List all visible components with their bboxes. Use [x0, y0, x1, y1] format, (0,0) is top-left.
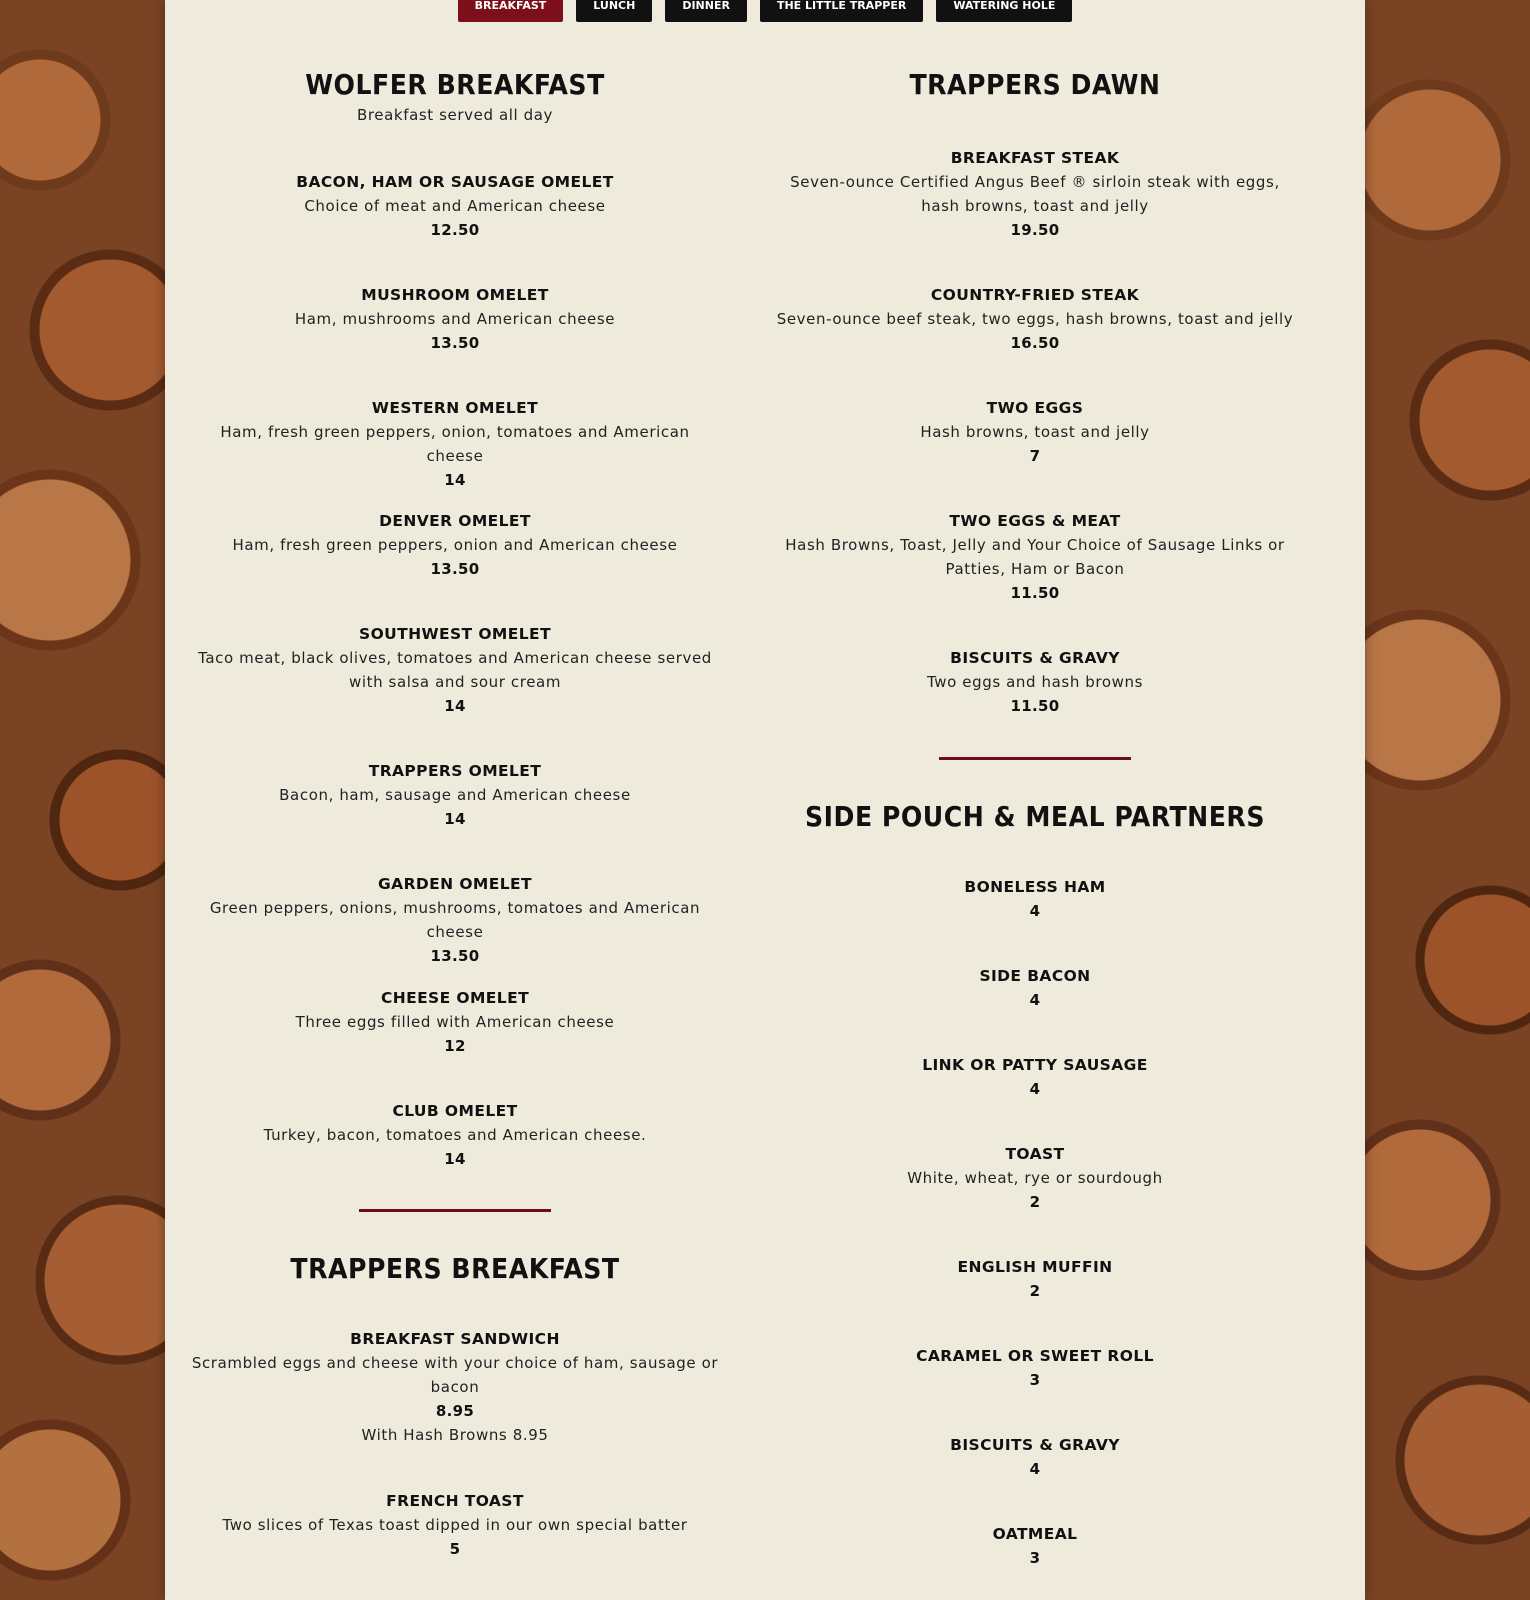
item-name: TWO EGGS & MEAT — [949, 512, 1121, 530]
item-description: Three eggs filled with American cheese — [295, 1013, 615, 1031]
item-name: CARAMEL OR SWEET ROLL — [916, 1347, 1154, 1365]
menu-item — [745, 875, 1325, 923]
item-description: Bacon, ham, sausage and American cheese — [279, 786, 631, 804]
item-name: CHEESE OMELET — [380, 989, 530, 1007]
item-price: 19.50 — [1010, 221, 1060, 239]
item-name: BREAKFAST STEAK — [950, 149, 1120, 167]
item-price: 7 — [1029, 447, 1041, 465]
item-price: 14 — [444, 471, 466, 489]
item-description: Seven-ounce beef steak, two eggs, hash browns, toast and jelly — [776, 310, 1294, 328]
menu-item — [745, 1255, 1325, 1303]
menu-item — [745, 283, 1325, 355]
menu-item — [745, 1142, 1325, 1214]
item-price: 12.50 — [430, 221, 480, 239]
item-name: BREAKFAST SANDWICH — [350, 1330, 560, 1348]
item-description: Scrambled eggs and cheese with your choice of ham, sausage or bacon — [191, 1354, 719, 1396]
menu-paper — [165, 0, 1365, 1600]
tab-little-trapper[interactable]: THE LITTLE TRAPPER — [760, 0, 923, 22]
menu-item — [165, 1099, 745, 1171]
item-extra: With Hash Browns 8.95 — [361, 1426, 549, 1444]
item-name: BISCUITS & GRAVY — [950, 649, 1120, 667]
menu-item — [745, 1053, 1325, 1101]
item-name: TWO EGGS — [986, 399, 1084, 417]
section-title-side-pouch: SIDE POUCH & MEAL PARTNERS — [805, 800, 1265, 833]
item-description: Two eggs and hash browns — [926, 673, 1144, 691]
item-price: 4 — [1029, 1460, 1041, 1478]
item-price: 16.50 — [1010, 334, 1060, 352]
item-name: BONELESS HAM — [964, 878, 1106, 896]
menu-item — [165, 872, 745, 968]
item-name: LINK OR PATTY SAUSAGE — [922, 1056, 1148, 1074]
item-name: DENVER OMELET — [379, 512, 531, 530]
menu-item — [165, 170, 745, 242]
item-price: 5 — [449, 1540, 461, 1558]
menu-item — [745, 964, 1325, 1012]
menu-item — [745, 1522, 1325, 1570]
item-description: Hash Browns, Toast, Jelly and Your Choice of Sausage Links or Patties, Ham or Bacon — [785, 536, 1285, 578]
item-name: SOUTHWEST OMELET — [359, 625, 551, 643]
item-description: Ham, fresh green peppers, onion, tomatoes and American cheese — [220, 423, 690, 465]
item-description: Choice of meat and American cheese — [304, 197, 606, 215]
item-name: COUNTRY-FRIED STEAK — [930, 286, 1140, 304]
menu-item — [745, 1344, 1325, 1392]
item-description: Taco meat, black olives, tomatoes and American cheese served with salsa and sour cream — [198, 649, 712, 691]
section-title-wolfer-breakfast: WOLFER BREAKFAST — [305, 68, 605, 101]
item-name: SIDE BACON — [979, 967, 1091, 985]
item-description: White, wheat, rye or sourdough — [907, 1169, 1163, 1187]
item-description: Turkey, bacon, tomatoes and American cheese. — [263, 1126, 647, 1144]
menu-item — [745, 146, 1325, 242]
item-price: 4 — [1029, 1080, 1041, 1098]
item-price: 14 — [444, 697, 466, 715]
item-name: OATMEAL — [992, 1525, 1078, 1543]
item-price: 4 — [1029, 902, 1041, 920]
menu-item — [165, 283, 745, 355]
item-price: 12 — [444, 1037, 466, 1055]
menu-item — [165, 509, 745, 581]
item-price: 13.50 — [430, 334, 480, 352]
item-name: MUSHROOM OMELET — [361, 286, 549, 304]
item-price: 3 — [1029, 1549, 1041, 1567]
item-description: Two slices of Texas toast dipped in our own special batter — [222, 1516, 688, 1534]
item-description: Green peppers, onions, mushrooms, tomatoes and American cheese — [209, 899, 701, 941]
menu-item — [165, 986, 745, 1058]
item-name: BISCUITS & GRAVY — [950, 1436, 1120, 1454]
tab-breakfast[interactable]: BREAKFAST — [458, 0, 564, 22]
item-name: WESTERN OMELET — [371, 399, 539, 417]
section-title-trappers-dawn: TRAPPERS DAWN — [909, 68, 1161, 101]
item-description: Hash browns, toast and jelly — [920, 423, 1150, 441]
item-price: 2 — [1029, 1193, 1041, 1211]
menu-item — [745, 646, 1325, 718]
item-description: Ham, fresh green peppers, onion and American cheese — [232, 536, 678, 554]
tab-dinner[interactable]: DINNER — [665, 0, 747, 22]
item-price: 13.50 — [430, 560, 480, 578]
item-price: 2 — [1029, 1282, 1041, 1300]
item-price: 11.50 — [1010, 697, 1060, 715]
menu-item — [745, 1433, 1325, 1481]
tab-watering-hole[interactable]: WATERING HOLE — [936, 0, 1072, 22]
item-name: TRAPPERS OMELET — [368, 762, 542, 780]
item-description: Seven-ounce Certified Angus Beef ® sirloin steak with eggs, hash browns, toast and jelly — [790, 173, 1280, 215]
section-subtitle: Breakfast served all day — [356, 106, 554, 124]
menu-item — [165, 396, 745, 492]
menu-item — [745, 396, 1325, 468]
section-divider — [939, 757, 1131, 760]
menu-tabs — [165, 0, 1365, 24]
item-price: 4 — [1029, 991, 1041, 1009]
section-divider — [359, 1209, 551, 1212]
menu-item — [165, 1327, 745, 1447]
item-price: 14 — [444, 810, 466, 828]
item-price: 8.95 — [435, 1402, 475, 1420]
menu-item — [165, 622, 745, 718]
tab-lunch[interactable]: LUNCH — [576, 0, 652, 22]
item-description: Ham, mushrooms and American cheese — [294, 310, 616, 328]
section-title-trappers-breakfast: TRAPPERS BREAKFAST — [290, 1252, 620, 1285]
item-price: 11.50 — [1010, 584, 1060, 602]
item-name: ENGLISH MUFFIN — [957, 1258, 1113, 1276]
item-price: 3 — [1029, 1371, 1041, 1389]
item-price: 14 — [444, 1150, 466, 1168]
item-name: GARDEN OMELET — [378, 875, 532, 893]
menu-item — [165, 1489, 745, 1561]
item-price: 13.50 — [430, 947, 480, 965]
item-name: FRENCH TOAST — [386, 1492, 524, 1510]
item-name: BACON, HAM OR SAUSAGE OMELET — [296, 173, 614, 191]
menu-item — [165, 759, 745, 831]
menu-item — [745, 509, 1325, 605]
item-name: CLUB OMELET — [392, 1102, 518, 1120]
item-name: TOAST — [1005, 1145, 1065, 1163]
